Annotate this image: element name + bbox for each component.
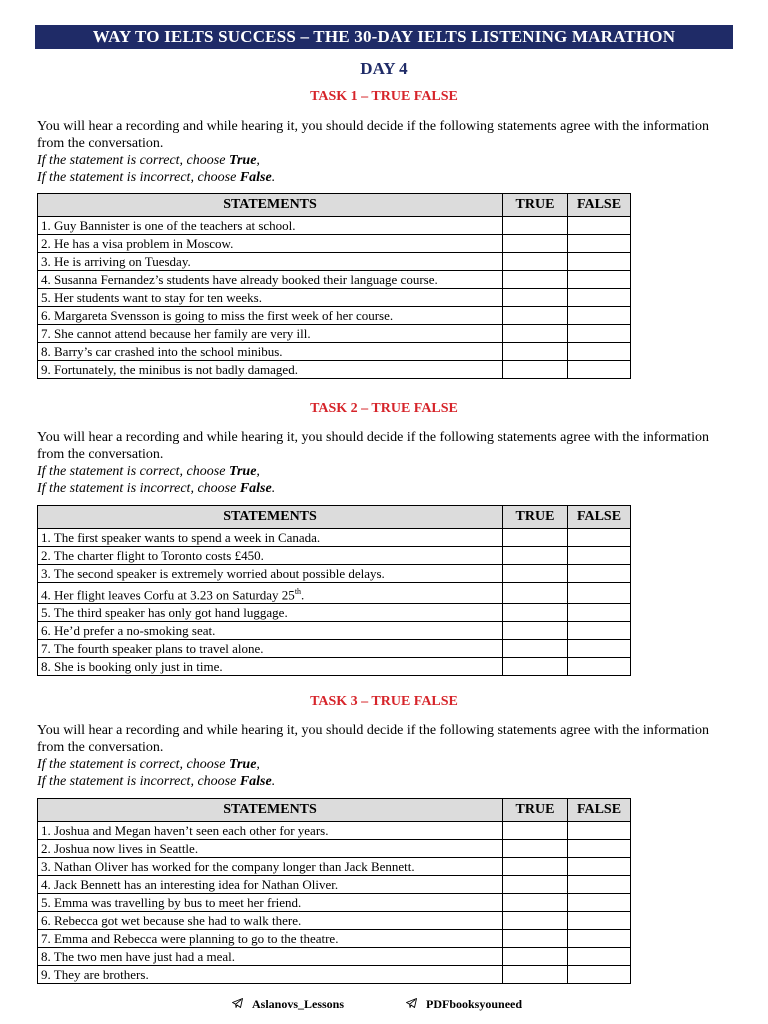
table-row bbox=[38, 604, 631, 622]
table-row bbox=[38, 565, 631, 583]
table-row bbox=[38, 840, 631, 858]
true-answer-box[interactable] bbox=[503, 235, 568, 253]
table-row bbox=[38, 640, 631, 658]
true-header: TRUE bbox=[503, 194, 568, 217]
true-answer-box[interactable] bbox=[503, 343, 568, 361]
table-header-row bbox=[38, 506, 631, 529]
table-row bbox=[38, 583, 631, 604]
true-answer-box[interactable] bbox=[503, 912, 568, 930]
table-row bbox=[38, 658, 631, 676]
statement-text: 4. Jack Bennett has an interesting idea for Nathan Oliver. bbox=[38, 876, 503, 894]
statement-text: 1. Guy Bannister is one of the teachers at school. bbox=[38, 217, 503, 235]
table-row bbox=[38, 271, 631, 289]
instruction-correct: If the statement is correct, choose True, bbox=[37, 464, 260, 479]
table-row bbox=[38, 529, 631, 547]
true-answer-box[interactable] bbox=[503, 361, 568, 379]
statement-text: 8. The two men have just had a meal. bbox=[38, 948, 503, 966]
false-answer-box[interactable] bbox=[568, 361, 631, 379]
statement-text: 4. Susanna Fernandez’s students have already booked their language course. bbox=[38, 271, 503, 289]
true-answer-box[interactable] bbox=[503, 840, 568, 858]
false-answer-box[interactable] bbox=[568, 658, 631, 676]
false-answer-box[interactable] bbox=[568, 858, 631, 876]
table-row bbox=[38, 547, 631, 565]
true-header: TRUE bbox=[503, 506, 568, 529]
statements-header: STATEMENTS bbox=[38, 506, 503, 529]
day-heading: DAY 4 bbox=[360, 59, 408, 78]
true-answer-box[interactable] bbox=[503, 930, 568, 948]
statement-text: 1. Joshua and Megan haven’t seen each other for years. bbox=[38, 822, 503, 840]
table-row bbox=[38, 858, 631, 876]
statement-text: 8. Barry’s car crashed into the school minibus. bbox=[38, 343, 503, 361]
false-answer-box[interactable] bbox=[568, 289, 631, 307]
true-answer-box[interactable] bbox=[503, 565, 568, 583]
false-answer-box[interactable] bbox=[568, 343, 631, 361]
true-answer-box[interactable] bbox=[503, 858, 568, 876]
table-row bbox=[38, 217, 631, 235]
true-answer-box[interactable] bbox=[503, 547, 568, 565]
task-3-instructions bbox=[37, 722, 737, 790]
statement-text: 6. Margareta Svensson is going to miss the first week of her course. bbox=[38, 307, 503, 325]
true-answer-box[interactable] bbox=[503, 253, 568, 271]
statement-text: 7. Emma and Rebecca were planning to go to the theatre. bbox=[38, 930, 503, 948]
statement-text: 5. Her students want to stay for ten weeks. bbox=[38, 289, 503, 307]
true-answer-box[interactable] bbox=[503, 966, 568, 984]
telegram-icon bbox=[406, 997, 420, 1011]
instruction-text: You will hear a recording and while hearing it, you should decide if the following statements agree with the information from the conversation. bbox=[37, 723, 709, 755]
false-answer-box[interactable] bbox=[568, 583, 631, 604]
false-answer-box[interactable] bbox=[568, 604, 631, 622]
table-row bbox=[38, 930, 631, 948]
statement-text: 3. The second speaker is extremely worried about possible delays. bbox=[38, 565, 503, 583]
statement-text: 7. She cannot attend because her family are very ill. bbox=[38, 325, 503, 343]
false-header: FALSE bbox=[568, 506, 631, 529]
false-answer-box[interactable] bbox=[568, 840, 631, 858]
statement-text: 3. Nathan Oliver has worked for the company longer than Jack Bennett. bbox=[38, 858, 503, 876]
table-row bbox=[38, 325, 631, 343]
false-answer-box[interactable] bbox=[568, 547, 631, 565]
true-answer-box[interactable] bbox=[503, 658, 568, 676]
false-answer-box[interactable] bbox=[568, 876, 631, 894]
statement-text: 6. Rebecca got wet because she had to walk there. bbox=[38, 912, 503, 930]
instruction-incorrect: If the statement is incorrect, choose False. bbox=[37, 481, 276, 496]
false-answer-box[interactable] bbox=[568, 307, 631, 325]
statements-header: STATEMENTS bbox=[38, 799, 503, 822]
task-2-table bbox=[37, 505, 631, 676]
instruction-incorrect: If the statement is incorrect, choose False. bbox=[37, 170, 276, 185]
false-answer-box[interactable] bbox=[568, 622, 631, 640]
statement-text: 9. They are brothers. bbox=[38, 966, 503, 984]
instruction-correct: If the statement is correct, choose True, bbox=[37, 153, 260, 168]
footer-left[interactable] bbox=[232, 997, 344, 1012]
true-answer-box[interactable] bbox=[503, 217, 568, 235]
true-answer-box[interactable] bbox=[503, 822, 568, 840]
true-answer-box[interactable] bbox=[503, 622, 568, 640]
statement-text: 3. He is arriving on Tuesday. bbox=[38, 253, 503, 271]
statement-text: 5. The third speaker has only got hand luggage. bbox=[38, 604, 503, 622]
table-row bbox=[38, 894, 631, 912]
table-row bbox=[38, 343, 631, 361]
table-row bbox=[38, 253, 631, 271]
true-answer-box[interactable] bbox=[503, 640, 568, 658]
table-row bbox=[38, 876, 631, 894]
instruction-incorrect: If the statement is incorrect, choose False. bbox=[37, 774, 276, 789]
table-row bbox=[38, 912, 631, 930]
telegram-icon bbox=[232, 997, 246, 1011]
false-answer-box[interactable] bbox=[568, 912, 631, 930]
page-banner: WAY TO IELTS SUCCESS – THE 30-DAY IELTS LISTENING MARATHON bbox=[35, 25, 733, 49]
false-answer-box[interactable] bbox=[568, 325, 631, 343]
table-header-row bbox=[38, 799, 631, 822]
true-answer-box[interactable] bbox=[503, 289, 568, 307]
true-answer-box[interactable] bbox=[503, 894, 568, 912]
true-answer-box[interactable] bbox=[503, 307, 568, 325]
footer-right[interactable] bbox=[406, 997, 522, 1012]
instruction-correct: If the statement is correct, choose True, bbox=[37, 757, 260, 772]
table-row bbox=[38, 948, 631, 966]
false-answer-box[interactable] bbox=[568, 966, 631, 984]
true-answer-box[interactable] bbox=[503, 325, 568, 343]
false-answer-box[interactable] bbox=[568, 930, 631, 948]
task-3-title: TASK 3 – TRUE FALSE bbox=[310, 694, 458, 709]
statements-header: STATEMENTS bbox=[38, 194, 503, 217]
table-row bbox=[38, 361, 631, 379]
table-row bbox=[38, 622, 631, 640]
false-header: FALSE bbox=[568, 194, 631, 217]
statement-text: 5. Emma was travelling by bus to meet her friend. bbox=[38, 894, 503, 912]
instruction-text: You will hear a recording and while hearing it, you should decide if the following statements agree with the information from the conversation. bbox=[37, 119, 709, 151]
statement-text: 7. The fourth speaker plans to travel alone. bbox=[38, 640, 503, 658]
statement-text: 1. The first speaker wants to spend a week in Canada. bbox=[38, 529, 503, 547]
false-answer-box[interactable] bbox=[568, 271, 631, 289]
statement-text: 2. The charter flight to Toronto costs £450. bbox=[38, 547, 503, 565]
true-answer-box[interactable] bbox=[503, 948, 568, 966]
true-answer-box[interactable] bbox=[503, 583, 568, 604]
false-answer-box[interactable] bbox=[568, 529, 631, 547]
false-answer-box[interactable] bbox=[568, 253, 631, 271]
true-answer-box[interactable] bbox=[503, 271, 568, 289]
statement-text: 2. He has a visa problem in Moscow. bbox=[38, 235, 503, 253]
table-row bbox=[38, 307, 631, 325]
task-1-title: TASK 1 – TRUE FALSE bbox=[310, 89, 458, 104]
table-row bbox=[38, 235, 631, 253]
footer-right-text: PDFbooksyouneed bbox=[426, 997, 523, 1011]
table-header-row bbox=[38, 194, 631, 217]
true-answer-box[interactable] bbox=[503, 604, 568, 622]
task-2-title: TASK 2 – TRUE FALSE bbox=[310, 401, 458, 416]
table-row bbox=[38, 966, 631, 984]
true-answer-box[interactable] bbox=[503, 876, 568, 894]
table-row bbox=[38, 289, 631, 307]
statement-text: 8. She is booking only just in time. bbox=[38, 658, 503, 676]
true-answer-box[interactable] bbox=[503, 529, 568, 547]
statement-text: 2. Joshua now lives in Seattle. bbox=[38, 840, 503, 858]
false-header: FALSE bbox=[568, 799, 631, 822]
false-answer-box[interactable] bbox=[568, 894, 631, 912]
statement-text: 6. He’d prefer a no-smoking seat. bbox=[38, 622, 503, 640]
false-answer-box[interactable] bbox=[568, 235, 631, 253]
instruction-text: You will hear a recording and while hearing it, you should decide if the following statements agree with the information from the conversation. bbox=[37, 430, 709, 462]
table-row bbox=[38, 822, 631, 840]
false-answer-box[interactable] bbox=[568, 565, 631, 583]
task-3-table bbox=[37, 798, 631, 984]
false-answer-box[interactable] bbox=[568, 822, 631, 840]
footer-left-text: Aslanovs_Lessons bbox=[252, 997, 345, 1011]
task-1-instructions bbox=[37, 118, 737, 186]
false-answer-box[interactable] bbox=[568, 217, 631, 235]
task-2-instructions bbox=[37, 429, 737, 497]
statement-text: 9. Fortunately, the minibus is not badly damaged. bbox=[38, 361, 503, 379]
true-header: TRUE bbox=[503, 799, 568, 822]
false-answer-box[interactable] bbox=[568, 640, 631, 658]
task-1-table bbox=[37, 193, 631, 379]
statement-text: 4. Her flight leaves Corfu at 3.23 on Saturday 25th. bbox=[38, 583, 503, 604]
false-answer-box[interactable] bbox=[568, 948, 631, 966]
